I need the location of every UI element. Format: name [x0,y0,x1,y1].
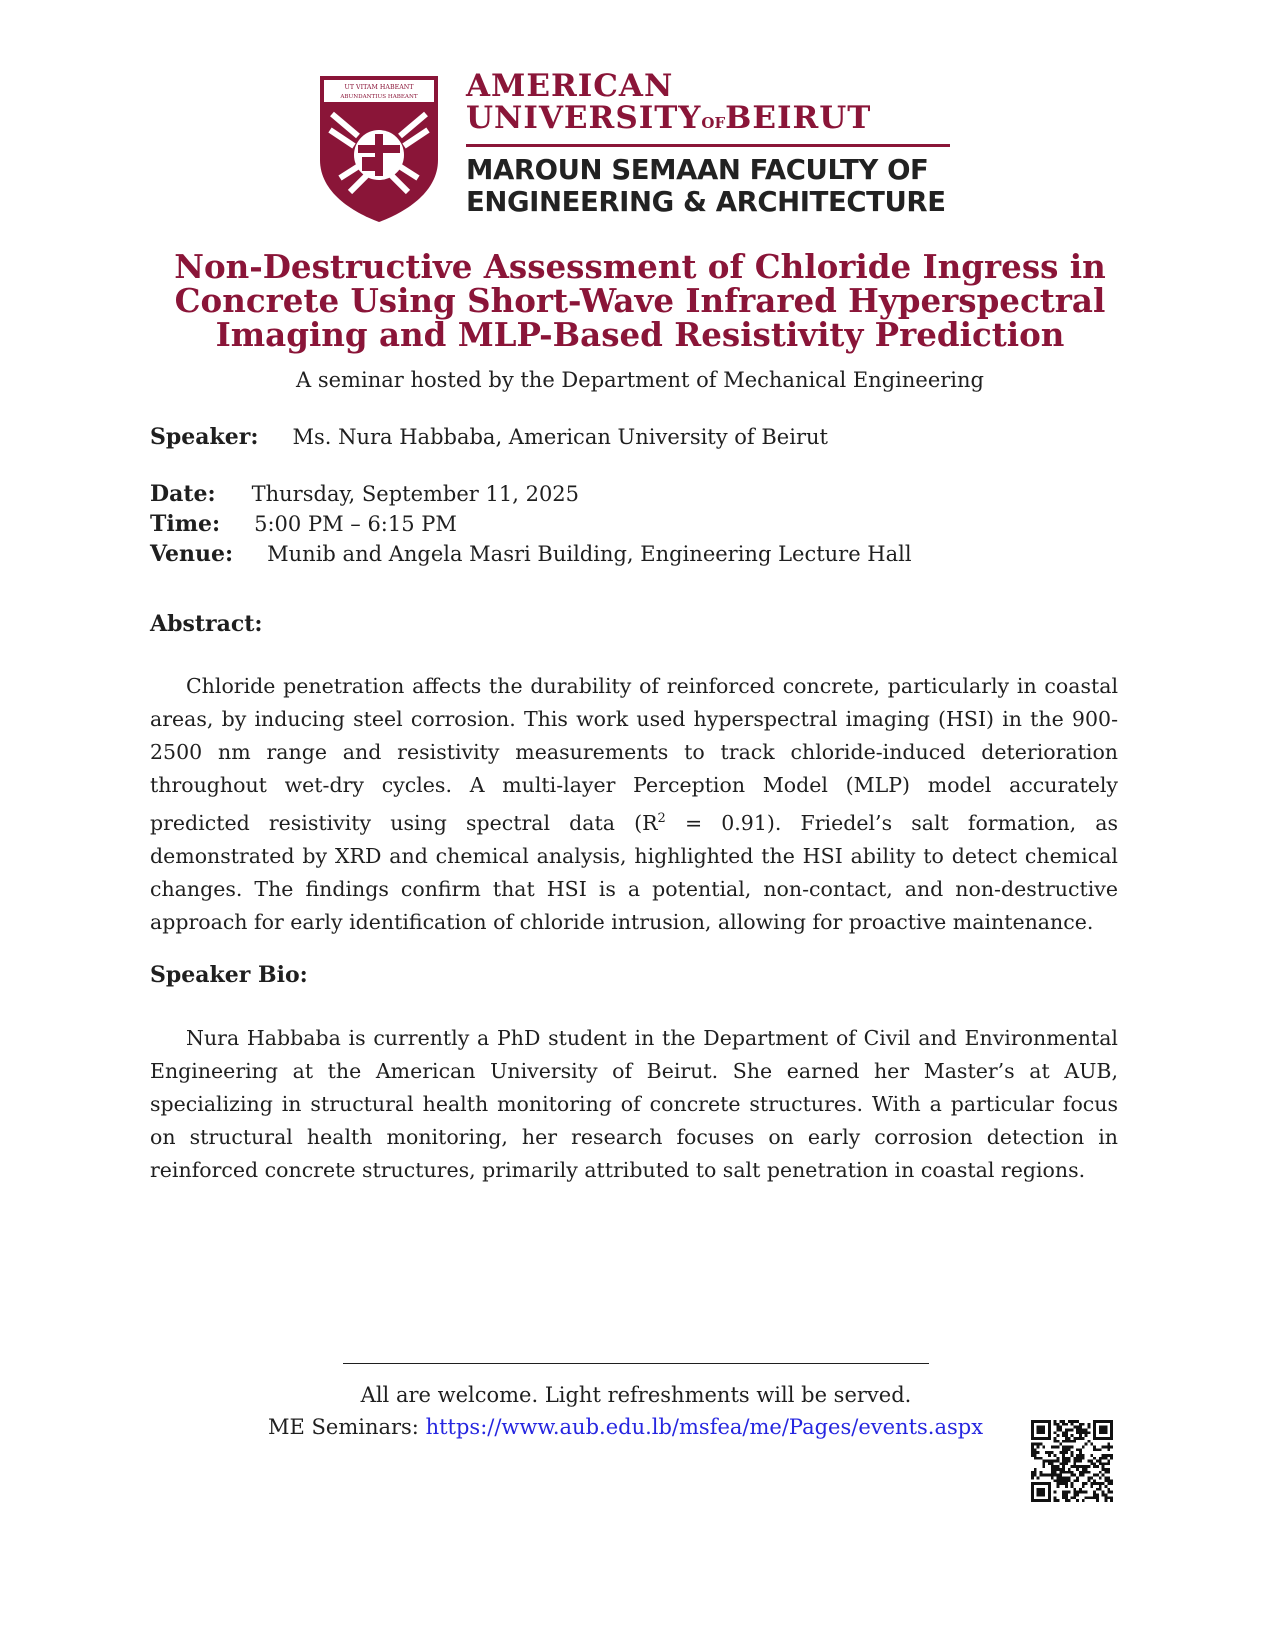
university-name-line1: AMERICAN [466,68,674,104]
shield-motto-1: UT VITAM HABEANT [344,84,414,91]
date-label: Date: [150,481,216,507]
time-label: Time: [150,511,221,537]
faculty-name-line2: ENGINEERING & ARCHITECTURE [466,186,946,218]
beirut-word: BEIRUT [725,100,872,136]
seminars-link[interactable]: https://www.aub.edu.lb/msfea/me/Pages/events.aspx [425,1415,984,1439]
abstract-text-part1: Chloride penetration affects the durability of reinforced concrete, particularly in coastal areas, by inducing steel corrosion. This work used hyperspectral imaging (HSI) in the 900-2500 nm range and resistivity measurements to track chloride-induced deterioration throughout wet-dry cycles. A multi-layer Perception Model (MLP) model accurately predicted resistivity using spectral data (R [150,674,1118,835]
abstract-heading: Abstract: [150,611,263,637]
seminar-host: A seminar hosted by the Department of Mechanical Engineering [296,368,984,392]
speaker-row [150,424,828,450]
bio-heading: Speaker Bio: [150,962,308,988]
speaker-value: Ms. Nura Habbaba, American University of Beirut [292,425,828,449]
abstract-text-part2: = 0.91). Friedel’s salt formation, as demonstrated by XRD and chemical analysis, highlighted the HSI ability to detect chemical changes. The findings confirm that HSI is a potential, non-contact, and non-destructive approach for early identification of chloride intrusion, allowing for proactive maintenance. [150,810,1118,934]
shield-motto-2: ABUNDANTIUS HABEANT [340,94,418,100]
qr-code [1031,1420,1113,1502]
r-squared-superscript: 2 [657,811,666,826]
aub-shield-logo [318,74,440,224]
date-row [150,481,579,507]
welcome-note: All are welcome. Light refreshments will be served. [360,1383,912,1407]
time-value: 5:00 PM – 6:15 PM [254,512,457,536]
seminar-title: Non-Destructive Assessment of Chloride Ingress in Concrete Using Short-Wave Infrared Hyperspectral Imaging and MLP-Based Resistivity Prediction [174,247,1106,354]
header-divider [466,144,950,147]
seminars-label: ME Seminars: [268,1415,419,1439]
bio-text: Nura Habbaba is currently a PhD student in the Department of Civil and Environmental Engineering at the American University of Beirut. She earned her Master’s at AUB, specializing in structural health monitoring of concrete structures. With a particular focus on structural health monitoring, her research focuses on early corrosion detection in reinforced concrete structures, primarily attributed to salt penetration in coastal regions. [150,1026,1118,1182]
abstract-text [150,670,1118,939]
university-word: UNIVERSITY [466,100,702,136]
seminars-line [268,1415,983,1439]
venue-label: Venue: [150,541,234,567]
venue-value: Munib and Angela Masri Building, Engineering Lecture Hall [267,542,912,566]
of-word: OF [701,114,726,132]
speaker-label: Speaker: [150,424,259,450]
footer-divider [343,1363,929,1364]
faculty-name-line1: MAROUN SEMAAN FACULTY OF [466,154,929,186]
university-name-line2 [466,100,871,136]
time-row [150,511,457,537]
date-value: Thursday, September 11, 2025 [251,482,580,506]
venue-row [150,541,912,567]
